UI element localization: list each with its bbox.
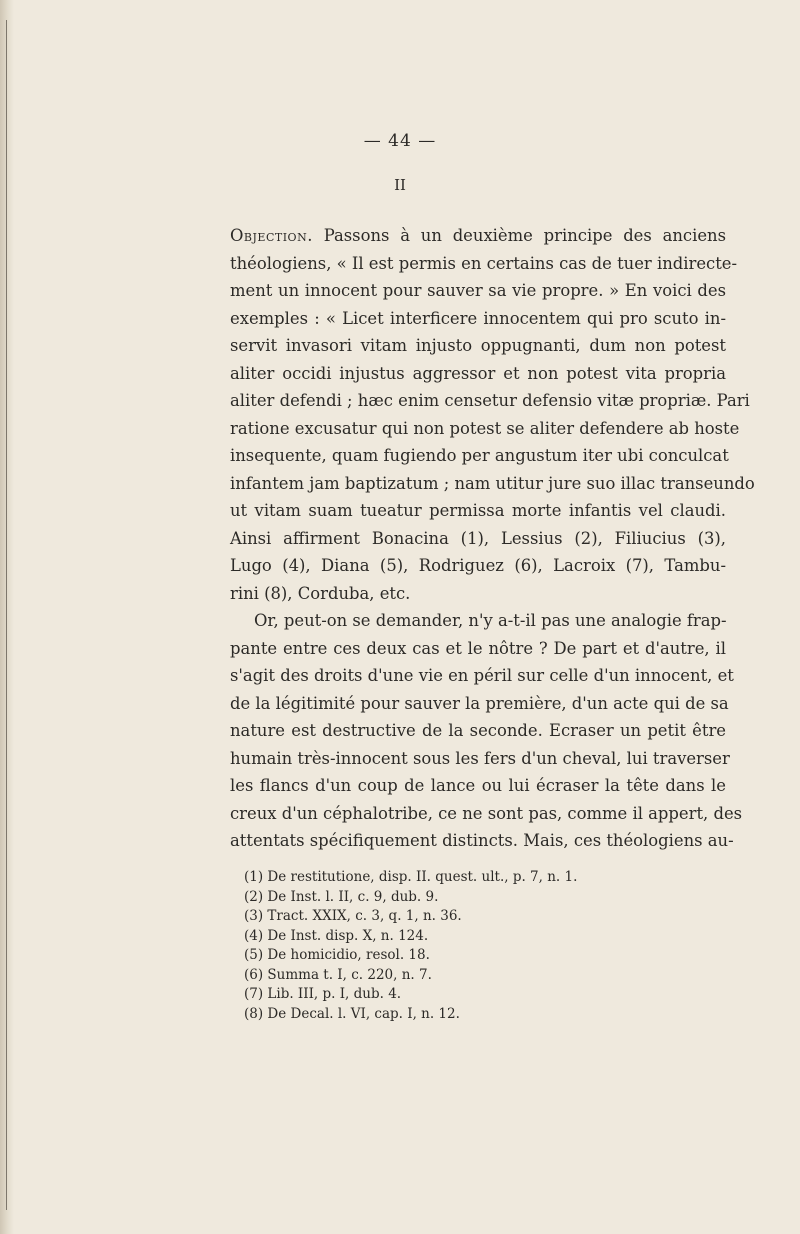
- body-line: pante entre ces deux cas et le nôtre ? De part et d'autre, il: [230, 638, 726, 658]
- section-numeral: II: [394, 176, 406, 194]
- footnote: (5) De homicidio, resol. 18.: [244, 947, 430, 963]
- body-line: de la légitimité pour sauver la première, d'un acte qui de sa: [230, 693, 729, 713]
- footnote: (6) Summa t. I, c. 220, n. 7.: [244, 966, 432, 983]
- body-line: [230, 222, 726, 250]
- body-line: Or, peut-on se demander, n'y a-t-il pas une analogie frap-: [254, 611, 727, 630]
- footnote: (4) De Inst. disp. X, n. 124.: [244, 927, 429, 944]
- body-line: creux d'un céphalotribe, ce ne sont pas, comme il appert, des: [230, 803, 743, 823]
- body-line: rini (8), Corduba, etc.: [230, 583, 411, 603]
- body-line: s'agit des droits d'une vie en péril sur celle d'un innocent, et: [230, 666, 734, 685]
- footnote: (3) Tract. XXIX, c. 3, q. 1, n. 36.: [244, 908, 462, 924]
- body-line: infantem jam baptizatum ; nam utitur jure suo illac transeundo: [230, 473, 755, 493]
- footnote: (7) Lib. III, p. I, dub. 4.: [244, 986, 402, 1002]
- body-line: servit invasori vitam injusto oppugnanti, dum non potest: [230, 336, 726, 355]
- body-line: aliter defendi ; hæc enim censetur defensio vitæ propriæ. Pari: [230, 391, 750, 410]
- body-line: ut vitam suam tueatur permissa morte infantis vel claudi.: [230, 501, 726, 520]
- body-line: humain très-innocent sous les fers d'un cheval, lui traverser: [230, 748, 730, 768]
- lead-in: Objection.: [230, 226, 313, 245]
- page-number: — 44 —: [363, 131, 437, 151]
- binding-rule: [6, 20, 7, 1210]
- body-line: ratione excusatur qui non potest se aliter defendere ab hoste: [230, 418, 740, 438]
- body-line-text: Passons à un deuxième principe des anciens: [312, 226, 726, 245]
- footnotes: [244, 868, 644, 1024]
- body-text: [230, 222, 755, 855]
- body-line: théologiens, « Il est permis en certains cas de tuer indirecte-: [230, 253, 738, 273]
- body-line: ment un innocent pour sauver sa vie propre. » En voici des: [230, 281, 726, 300]
- body-line: exemples : « Licet interficere innocentem qui pro scuto in-: [230, 308, 726, 328]
- body-line: aliter occidi injustus aggressor et non potest vita propria: [230, 363, 726, 383]
- body-line: attentats spécifiquement distincts. Mais, ces théologiens au-: [230, 831, 734, 850]
- body-line: insequente, quam fugiendo per angustum iter ubi conculcat: [230, 446, 729, 465]
- body-line: les flancs d'un coup de lance ou lui écraser la tête dans le: [230, 776, 726, 795]
- body-line: Ainsi affirment Bonacina (1), Lessius (2), Filiucius (3),: [230, 528, 726, 548]
- body-line: nature est destructive de la seconde. Ecraser un petit être: [230, 721, 726, 740]
- body-line: Lugo (4), Diana (5), Rodriguez (6), Lacroix (7), Tambu-: [230, 556, 726, 575]
- footnote: (1) De restitutione, disp. II. quest. ult., p. 7, n. 1.: [244, 869, 578, 885]
- footnote: (8) De Decal. l. VI, cap. I, n. 12.: [244, 1005, 460, 1022]
- footnote: (2) De Inst. l. II, c. 9, dub. 9.: [244, 888, 439, 905]
